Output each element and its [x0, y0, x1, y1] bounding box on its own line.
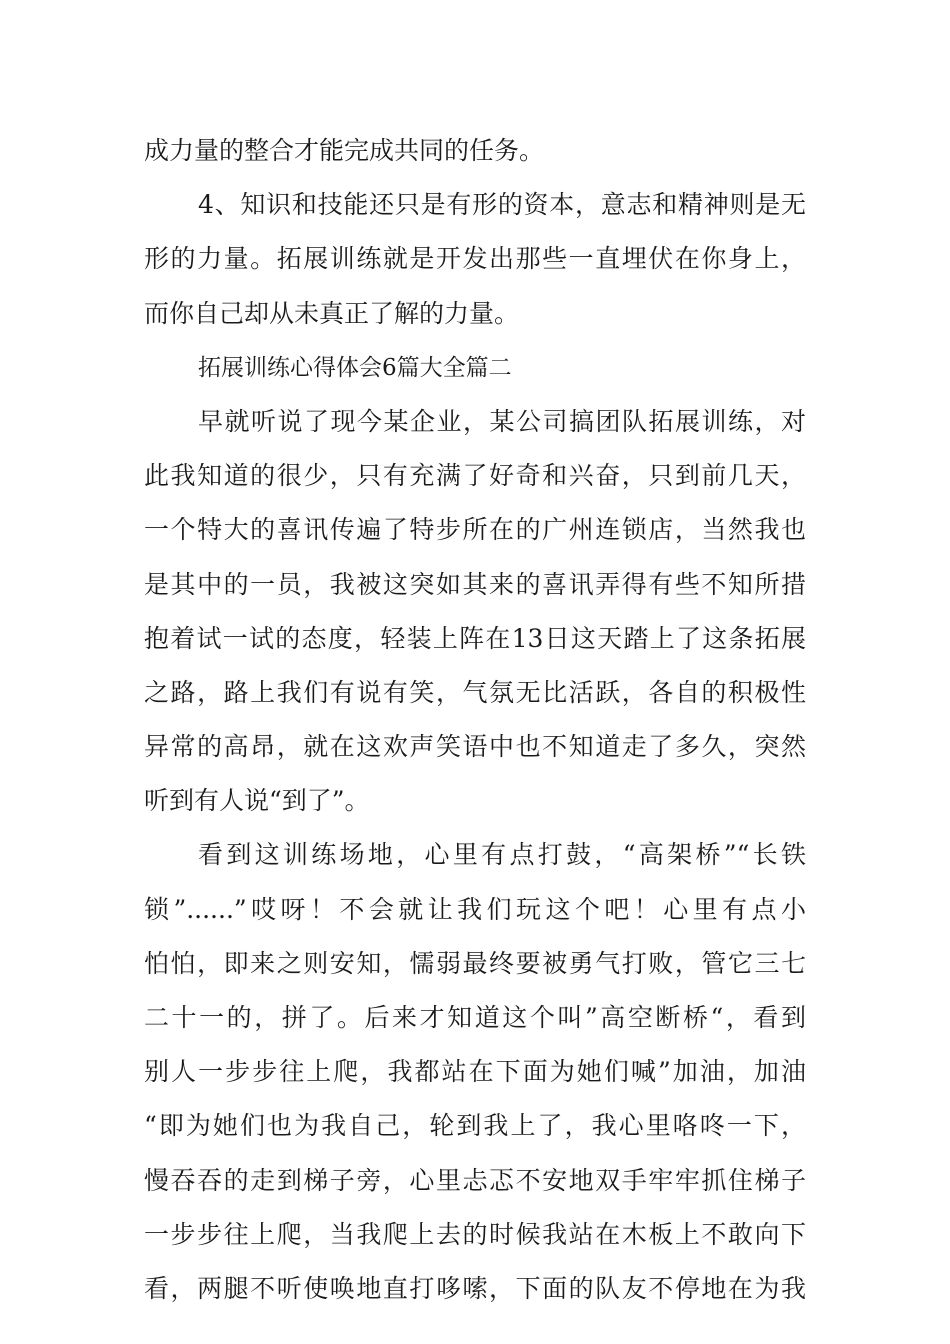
- text-line: 怕怕，即来之则安知，懦弱最终要被勇气打败，管它三七: [144, 948, 806, 978]
- text-line: 别人一步步往上爬，我都站在下面为她们喊”加油，加油: [144, 1057, 806, 1087]
- text-line: 4、知识和技能还只是有形的资本，意志和精神则是无: [198, 190, 806, 220]
- text-line: 听到有人说“到了”。: [144, 786, 370, 816]
- text-line: 一个特大的喜讯传遍了特步所在的广州连锁店，当然我也: [144, 515, 806, 545]
- text-line: 二十一的，拼了。后来才知道这个叫”高空断桥“，看到: [144, 1003, 806, 1032]
- text-line: 是其中的一员，我被这突如其来的喜讯弄得有些不知所措: [144, 569, 806, 599]
- text-line: 抱着试一试的态度，轻装上阵在13日这天踏上了这条拓展: [144, 623, 806, 653]
- text-line: 早就听说了现今某企业，某公司搞团队拓展训练，对: [198, 406, 806, 436]
- text-line: 慢吞吞的走到梯子旁，心里忐忑不安地双手牢牢抓住梯子: [144, 1165, 806, 1195]
- text-line: 看，两腿不听使唤地直打哆嗦，下面的队友不停地在为我: [144, 1273, 806, 1303]
- text-line: 此我知道的很少，只有充满了好奇和兴奋，只到前几天，: [144, 461, 806, 491]
- text-line: 成力量的整合才能完成共同的任务。: [144, 136, 545, 165]
- document-body: [144, 124, 806, 1316]
- text-line: “即为她们也为我自己，轮到我上了，我心里咯咚一下，: [144, 1111, 806, 1141]
- text-line: 形的力量。拓展训练就是开发出那些一直埋伏在你身上，: [144, 244, 806, 274]
- text-line: 而你自己却从未真正了解的力量。: [144, 298, 520, 328]
- text-line: 看到这训练场地，心里有点打鼓，“高架桥”“长铁: [198, 840, 806, 870]
- text-line: 一步步往上爬，当我爬上去的时候我站在木板上不敢向下: [144, 1219, 806, 1249]
- text-line: 异常的高昂，就在这欢声笑语中也不知道走了多久，突然: [144, 732, 806, 762]
- text-line: 锁”......”哎呀！不会就让我们玩这个吧！心里有点小: [144, 894, 806, 924]
- text-line: 之路，路上我们有说有笑，气氛无比活跃，各自的积极性: [144, 677, 806, 707]
- section-heading: 拓展训练心得体会6篇大全篇二: [198, 354, 512, 381]
